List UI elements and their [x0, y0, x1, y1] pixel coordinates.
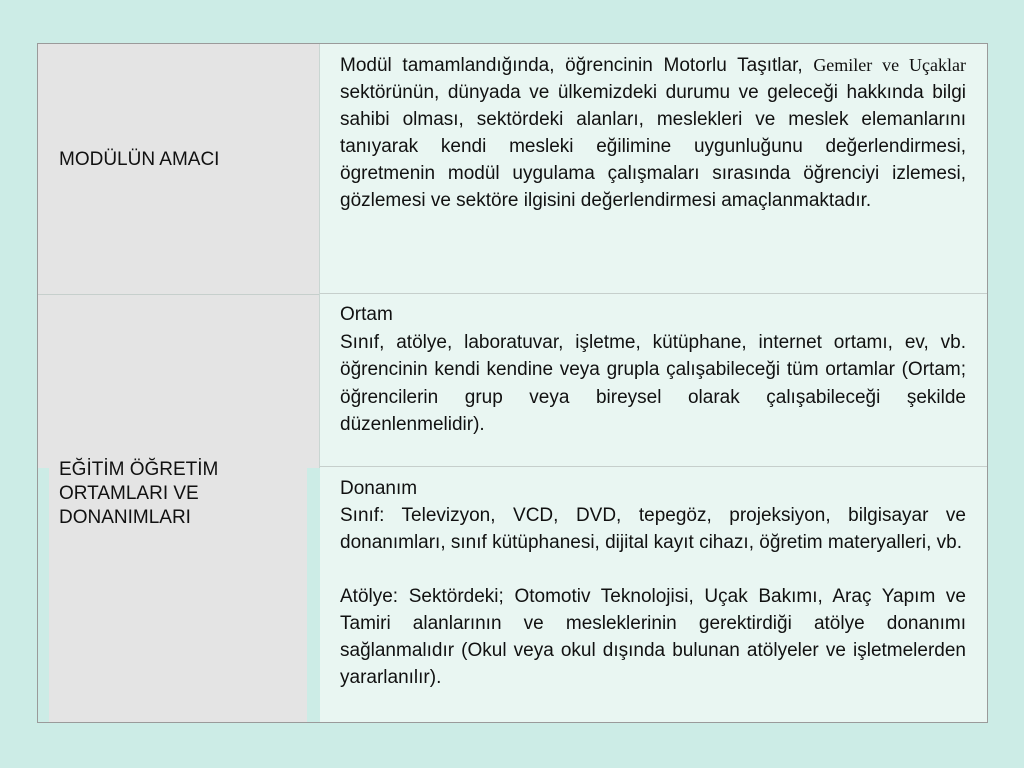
amac-text-end: sektörünün, dünyada ve ülkemizdeki durumu ve geleceği hakkında bilgi sahibi olması, sektördeki alanları, meslekleri ve meslek elemanlarını tanıyarak kendi mesleki eğilimine uygunluğunu değerlendirmesi, ögretmenin modül uygulama çalışmaları sırasında öğrenciyi izlemesi, gözlemesi ve sektöre ilgisini değerlendirmesi amaçlanmaktadır. — [340, 82, 966, 211]
donanim-title: Donanım — [340, 478, 418, 499]
amac-text — [340, 52, 966, 214]
ortam-text: Sınıf, atölye, laboratuvar, işletme, kütüphane, internet ortamı, ev, vb. öğrencinin kendi kendine veya grupla çalışabileceği tüm ortamlar (Ortam; öğrencilerin grup veya bireysel olarak çalışabileceği şekilde düzenlenmelidir). — [340, 331, 966, 435]
ortam-block — [340, 301, 966, 439]
right-notch — [307, 468, 320, 722]
label-egitim-ortamlari: EĞİTİM ÖĞRETİM ORTAMLARI VE DONANIMLARI — [59, 459, 219, 528]
content-cell-ortam — [320, 295, 987, 467]
amac-text-start: Modül tamamlandığında, öğrencinin Motorlu Taşıtlar, — [340, 55, 814, 76]
paragraph-gap — [340, 556, 966, 583]
label-column — [38, 44, 320, 722]
donanim-sinif-text: Sınıf: Televizyon, VCD, DVD, tepegöz, projeksiyon, bilgisayar ve donanımları, sınıf kütüphanesi, dijital kayıt cihazı, öğretim materyalleri, vb. — [340, 505, 966, 553]
left-notch — [38, 468, 49, 722]
content-cell-amac — [320, 44, 987, 294]
amac-text-serif: Gemiler ve Uçaklar — [813, 55, 967, 75]
ortam-title: Ortam — [340, 304, 393, 325]
donanim-atolye-text: Atölye: Sektördeki; Otomotiv Teknolojisi, Uçak Bakımı, Araç Yapım ve Tamiri alanlarının ve mesleklerinin gerektirdiği atölye donanımı sağlanmalıdır (Okul veya okul dışında bulunan atölyeler ve işletmelerden yararlanılır). — [340, 586, 966, 688]
donanim-block — [340, 475, 966, 691]
label-modulun-amaci: MODÜLÜN AMACI — [59, 149, 220, 170]
module-info-table — [37, 43, 988, 723]
content-cell-donanim — [320, 468, 987, 722]
